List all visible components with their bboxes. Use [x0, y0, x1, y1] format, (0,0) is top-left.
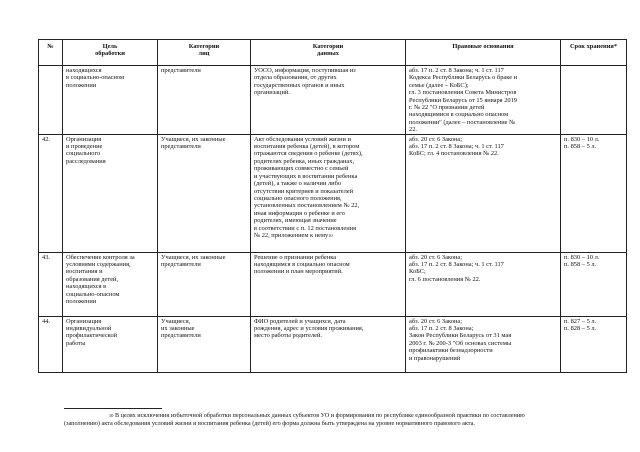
row-number-cell: 43. [39, 252, 63, 316]
data-line: родителях, имеющая значение [254, 217, 337, 225]
data-line: родителях ребенка, иных гражданах, [254, 157, 355, 165]
data-line: установленных постановлением № 22, [254, 202, 360, 210]
purpose-line: индивидуальной [66, 325, 112, 333]
row-number-cell: 44. [39, 316, 63, 372]
footnote-mark: 10 [108, 413, 114, 418]
data-line: ФИО родителей и учащихся, дата [254, 317, 346, 325]
legal-line: абз. 20 ст. 6 Закона; [409, 253, 462, 261]
footnote-text: В целях исключения избыточной обработки персональных данных субъектов УО и формирования по республике единообразной практики по составлению [115, 412, 525, 419]
retention-cell [561, 316, 627, 372]
data-line: социально опасного положения, [254, 194, 342, 202]
purpose-line: социального [66, 150, 101, 158]
header-num: № [39, 40, 63, 66]
data-line: находящимся в социально опасном [254, 261, 350, 269]
header-retention: Срок хранения* [561, 40, 627, 66]
data-processing-table [38, 39, 627, 373]
legal-cell [406, 316, 561, 372]
legal-cell [406, 134, 561, 252]
data-cell [251, 316, 406, 372]
legal-line: семье (далее – КоБС); [409, 81, 469, 89]
header-subjects-line: лиц [198, 50, 210, 58]
data-cell [251, 66, 406, 135]
legal-line: абз. 17 п. 2 ст. 8 Закона; [409, 325, 474, 333]
retention-cell [561, 66, 627, 135]
retention-line: п. 828 – 5 л. [564, 325, 597, 333]
purpose-line: условиями содержания, [66, 261, 131, 269]
purpose-line: и проведение [66, 143, 103, 151]
purpose-line: Организация [66, 135, 102, 143]
subjects-line: представители [161, 143, 201, 151]
legal-line: абз. 20 ст. 6 Закона; [409, 135, 462, 143]
header-purpose-line: Цель [102, 43, 118, 50]
purpose-line: профилактической [66, 332, 118, 340]
legal-line: КоБС; [409, 268, 426, 276]
data-line: место работы родителей. [254, 332, 323, 340]
purpose-line: положении [66, 81, 97, 89]
data-line: и участвующих в воспитании ребенка [254, 172, 358, 180]
header-data-line: Категории [312, 43, 344, 50]
row-number-cell [39, 66, 63, 135]
legal-line: 22. [409, 126, 417, 134]
footnote-line [64, 412, 624, 420]
legal-cell [406, 66, 561, 135]
legal-line: КоБС; гл. 4 постановления № 22. [409, 150, 499, 158]
data-line: иная информация о ребенке и его [254, 209, 345, 217]
footnote [64, 412, 624, 429]
data-line: проживающих совместно с семьей [254, 165, 349, 173]
data-line: Акт обследования условий жизни и [254, 135, 351, 143]
header-data [251, 40, 406, 66]
legal-line: 2003 г. № 200-З "Об основах системы [409, 339, 512, 347]
purpose-line: положении [66, 298, 97, 306]
data-line: УОСО, информация, поступившая из [254, 67, 356, 74]
legal-line: положении" (далее – постановление № [409, 118, 516, 126]
legal-line: Республики Беларусь от 15 января 2019 [409, 96, 517, 104]
subjects-line: представители [161, 332, 201, 340]
legal-line: находящимися в социально опасном [409, 111, 509, 119]
legal-line: гл. 3 постановления Совета Министров [409, 89, 517, 97]
retention-line: п. 827 – 5 л. [564, 317, 597, 325]
data-line: в соответствии с п. 12 постановления [254, 224, 357, 232]
data-line: организаций. [254, 89, 290, 97]
data-line: государственных органов и иных [254, 81, 345, 89]
header-purpose [63, 40, 158, 66]
table-row [39, 134, 627, 252]
table-row [39, 252, 627, 316]
legal-line: абз. 20 ст. 6 Закона; [409, 317, 462, 325]
data-cell [251, 252, 406, 316]
subjects-line: Учащиеся, их законные [161, 135, 226, 143]
header-legal: Правовые основания [406, 40, 561, 66]
purpose-cell [63, 66, 158, 135]
data-line: (детей), а также о наличии либо [254, 180, 342, 188]
table-header-row [39, 40, 627, 66]
purpose-line: Организация [66, 317, 102, 325]
retention-line: п. 830 – 10 л. [564, 135, 600, 143]
data-line: отражаются сведения о ребенке (детях), [254, 150, 363, 158]
subjects-line: их законные [161, 325, 195, 333]
legal-line: Закон Республики Беларусь от 31 мая [409, 332, 512, 340]
data-line: № 22, приложением к нему [254, 231, 329, 239]
subjects-line: представители [161, 261, 201, 269]
purpose-cell [63, 252, 158, 316]
header-purpose-line: обработки [95, 50, 125, 58]
retention-line: п. 830 – 10 л. [564, 253, 600, 261]
table-body [39, 66, 627, 373]
subjects-cell [158, 316, 251, 372]
purpose-cell [63, 134, 158, 252]
purpose-line: находящихся в [66, 283, 107, 291]
table-row [39, 66, 627, 135]
data-line: Решение о признании ребенка [254, 253, 337, 261]
retention-cell [561, 252, 627, 316]
data-line: отдела образования, от других [254, 74, 337, 82]
footnote-reference[interactable]: 10 [328, 232, 333, 238]
header-data-line: данных [317, 50, 339, 58]
legal-line: абз. 17 п. 2 ст. 8 Закона; ч. 1 ст. 117 [409, 67, 504, 74]
data-cell [251, 134, 406, 252]
table-row [39, 316, 627, 372]
document-sheet [38, 39, 626, 373]
purpose-line: образования детей, [66, 275, 119, 283]
legal-line: абз. 17 п. 2 ст. 8 Закона; ч. 1 ст. 117 [409, 143, 504, 151]
legal-line: г. № 22 "О признании детей [409, 104, 485, 112]
legal-cell [406, 252, 561, 316]
purpose-line: работы [66, 339, 86, 347]
purpose-line: социально-опасном [66, 290, 120, 298]
legal-line: Кодекса Республики Беларусь о браке и [409, 74, 518, 82]
retention-line: п. 858 – 5 л. [564, 143, 597, 151]
subjects-cell [158, 134, 251, 252]
purpose-line: Обеспечение контроля за [66, 253, 135, 261]
subjects-line: Учащиеся, их законные [161, 253, 226, 261]
row-number-cell: 42. [39, 134, 63, 252]
legal-line: абз. 17 п. 2 ст. 8 Закона; ч. 1 ст. 117 [409, 261, 504, 269]
subjects-cell [158, 66, 251, 135]
data-line: отсутствии критериев и показателей [254, 187, 354, 195]
legal-line: гл. 6 постановления № 22. [409, 275, 481, 283]
subjects-line: Учащиеся, [161, 317, 191, 325]
purpose-line: воспитания и [66, 268, 103, 276]
retention-cell [561, 134, 627, 252]
footnote-line: (заполнению) акта обследования условий жизни и воспитания ребенка (детей) его форма должна быть утверждена на уровне нормативного правового акта. [64, 420, 475, 428]
subjects-cell [158, 252, 251, 316]
data-line: рождения, адрес и условия проживания, [254, 325, 364, 333]
purpose-line: расследования [66, 157, 106, 165]
purpose-line: в социально-опасном [66, 74, 125, 82]
purpose-line: находящихся [66, 67, 102, 74]
legal-line: профилактики безнадзорности [409, 347, 493, 355]
header-subjects-line: Категории [188, 43, 220, 50]
data-line: воспитания ребенка (детей), в котором [254, 143, 360, 151]
subjects-line: представители [161, 67, 201, 74]
retention-line: п. 858 – 5 л. [564, 261, 597, 269]
header-subjects [158, 40, 251, 66]
data-line: положении и план мероприятий. [254, 268, 343, 276]
footnote-separator [64, 408, 162, 409]
purpose-cell [63, 316, 158, 372]
legal-line: и правонарушений [409, 354, 461, 362]
